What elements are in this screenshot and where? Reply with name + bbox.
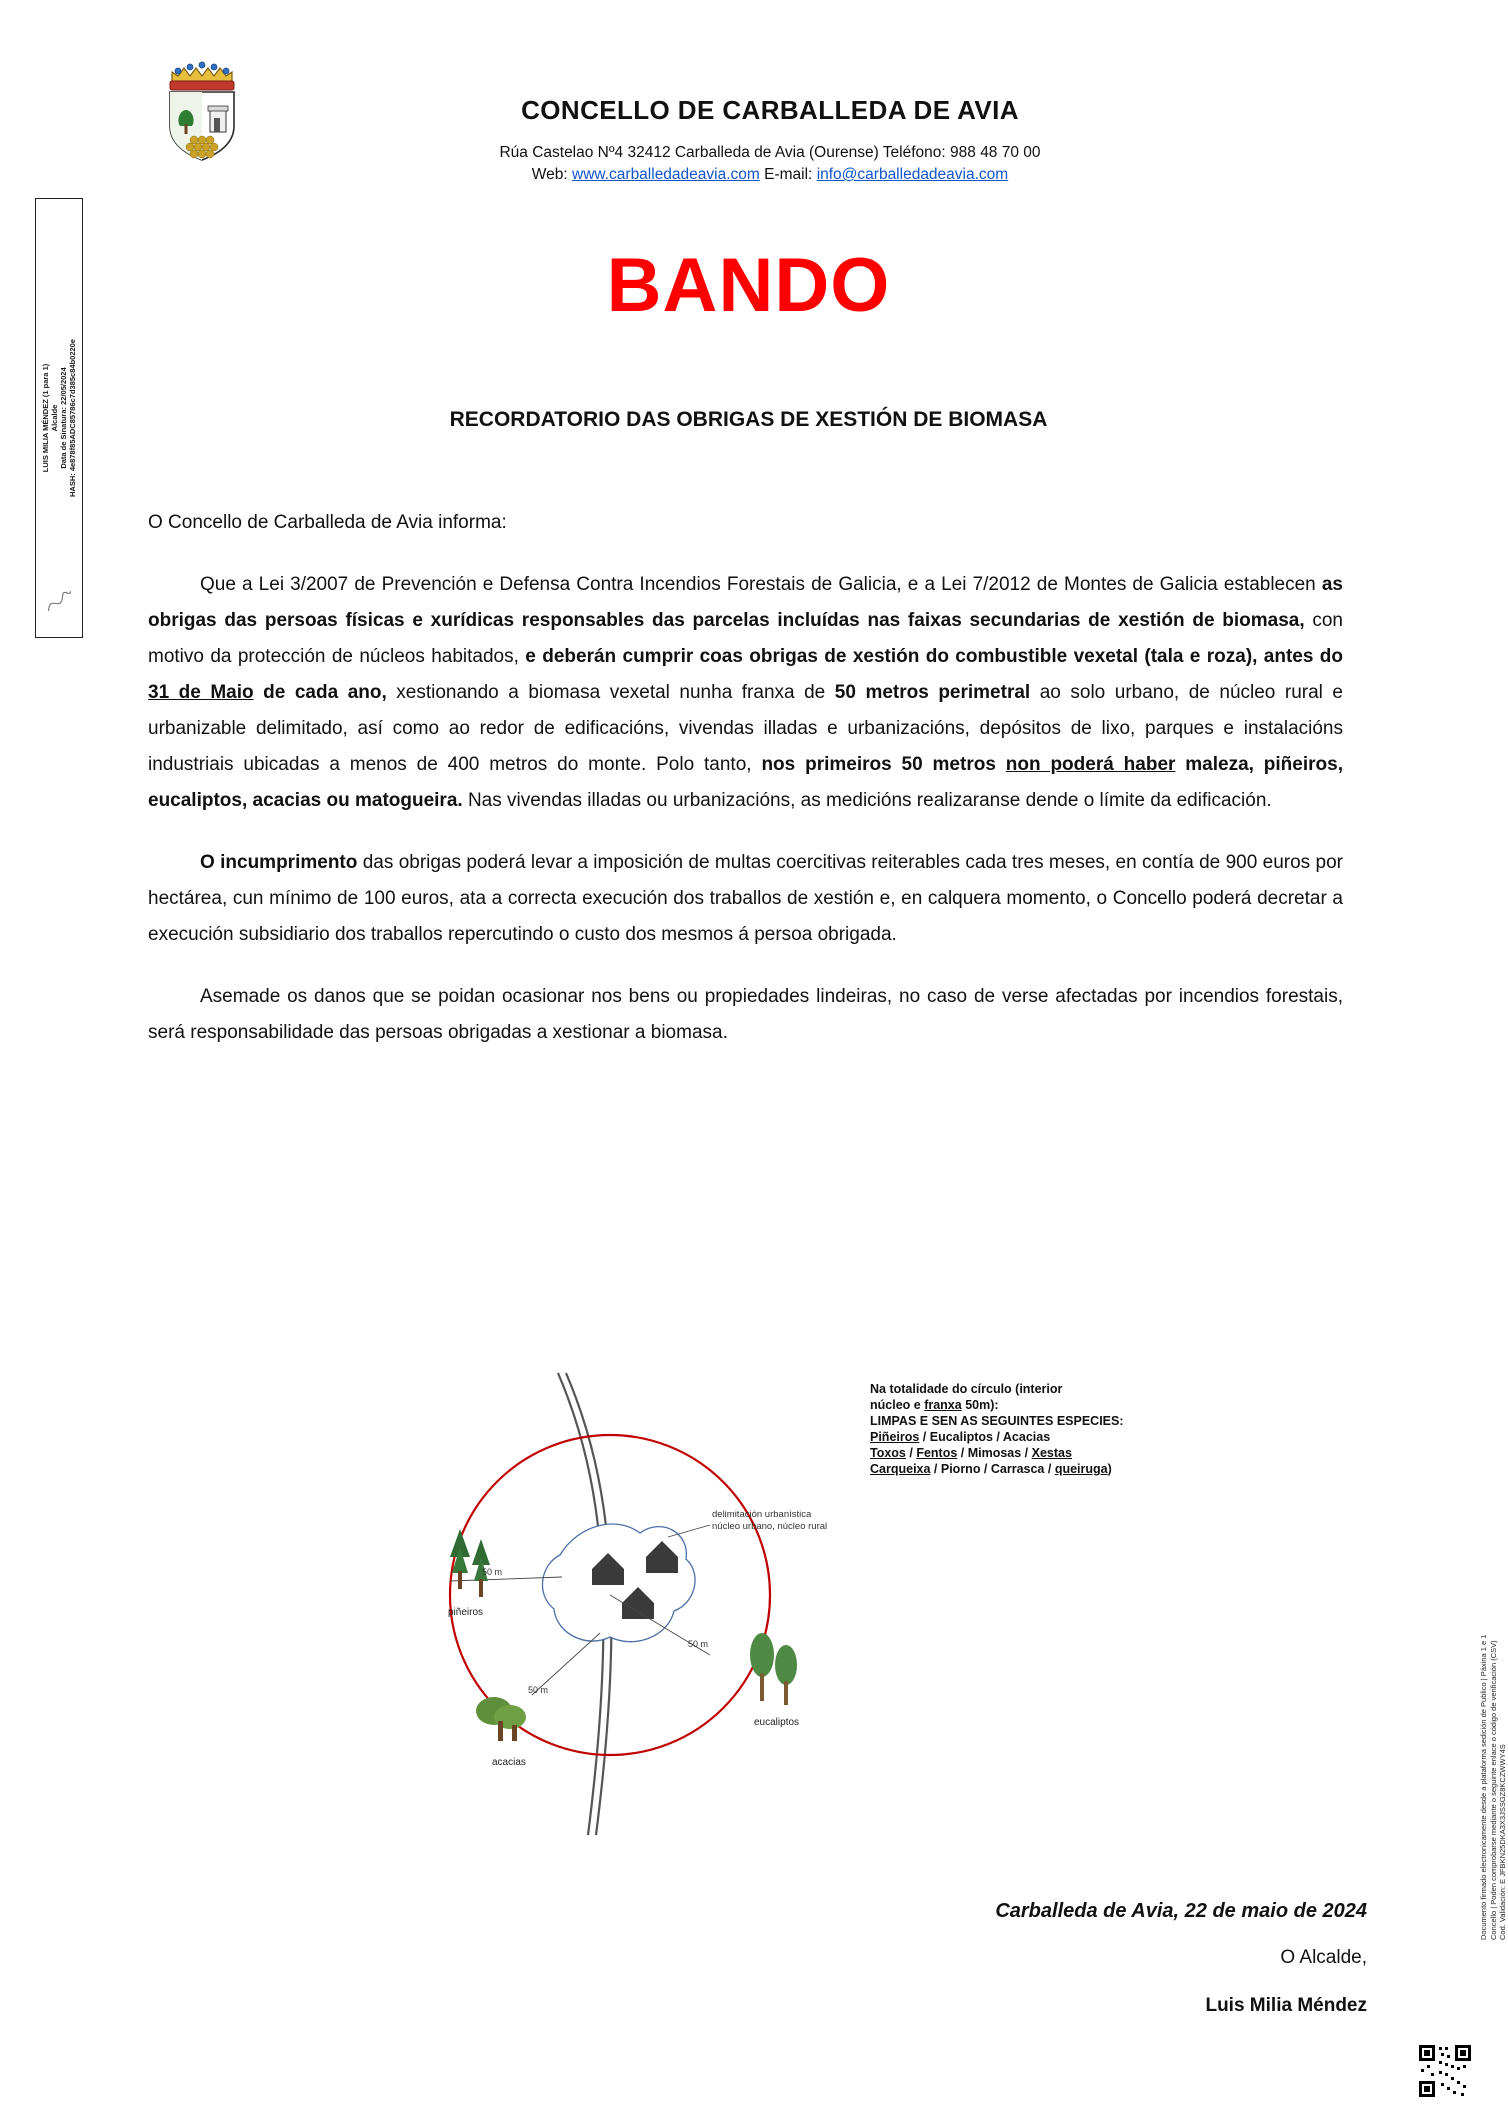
biomass-diagram xyxy=(410,1365,1260,1845)
qr-code-icon xyxy=(1417,2043,1473,2099)
legend-line-5: Toxos / Fentos / Mimosas / Xestas xyxy=(870,1446,1072,1460)
csv-line-1: Documento firmado electronicamente desde a plataforma sedición de Publico | Páxina 1 e 1 xyxy=(1479,1634,1488,1940)
svg-text:piñeiros: piñeiros xyxy=(448,1607,484,1618)
legend-line-4: Piñeiros / Eucaliptos / Acacias xyxy=(870,1430,1051,1444)
web-label: Web: xyxy=(531,166,568,183)
handwritten-signature-mark xyxy=(37,578,82,623)
legend-line-1: Na totalidade do círculo (interior xyxy=(870,1382,1063,1396)
csv-line-3: Cod. Validación: E JFBKN25DKA3X3JSSGZ8KCZWWY4S xyxy=(1498,1744,1507,1940)
email-label: E-mail: xyxy=(764,166,813,183)
svg-text:50 m: 50 m xyxy=(688,1639,709,1649)
csv-line-2: Concello | Poden comprobarse mediante o seguinte enlace o código de verificación (CSV) xyxy=(1488,1640,1498,1940)
page-title: CONCELLO DE CARBALLEDA DE AVIA xyxy=(521,95,1019,125)
paragraph-2: O incumprimento das obrigas poderá levar a imposición de multas coercitivas reiterables cada tres meses, en contía de 900 euros por hectárea, cun mínimo de 100 euros, ata a correcta execución dos traballos de xestión e, en calquera momento, o Concello poderá decretar a execución subsidiario dos traballos repercutindo o custo dos mesmos á persoa obrigada. xyxy=(148,852,1343,945)
svg-text:núcleo urbano, núcleo rural: núcleo urbano, núcleo rural xyxy=(712,1521,828,1532)
place-date: Carballeda de Avia, 22 de maio de 2024 xyxy=(995,1900,1367,1922)
svg-text:50 m: 50 m xyxy=(528,1685,549,1695)
legend-line-2: núcleo e franxa 50m): xyxy=(870,1398,999,1412)
svg-text:eucaliptos: eucaliptos xyxy=(754,1717,800,1728)
intro-paragraph: O Concello de Carballeda de Avia informa: xyxy=(148,512,507,533)
document-header xyxy=(300,95,1240,188)
email-link[interactable]: info@carballedadeavia.com xyxy=(816,166,1009,183)
stamp-line-1: LUIS MILIA MÉNDEZ (1 para 1) xyxy=(41,363,50,473)
paragraph-3: Asemade os danos que se poidan ocasionar nos bens ou propiedades lindeiras, no caso de verse afectadas por incendios forestais, será responsabilidade das persoas obrigadas a xestionar a biomasa. xyxy=(148,986,1343,1043)
paragraph-1: Que a Lei 3/2007 de Prevención e Defensa Contra Incendios Forestais de Galicia, e a Lei 7/2012 de Montes de Galicia establecen as obrigas das persoas físicas e xurídicas responsables das parcelas incluídas nas faixas secundarias de xestión de biomasa, con motivo da protección de núcleos habitados, e deberán cumprir coas obrigas de xestión do combustible vexetal (tala e roza), antes do 31 de Maio de cada ano, xestionando a biomasa vexetal nunha franxa de 50 metros perimetral ao solo urbano, de núcleo rural e urbanizable delimitado, así como ao redor de edificacións, vivendas illadas e urbanizacións, depósitos de lixo, parques e instalacións industriais ubicadas a menos de 400 metros do monte. Polo tanto, nos primeiros 50 metros non poderá haber maleza, piñeiros, eucaliptos, acacias ou matogueira. Nas vivendas illadas ou urbanizacións, as medicións realizaranse dende o límite da edificación. xyxy=(148,574,1344,811)
bando-banner: BANDO xyxy=(606,243,891,328)
coat-of-arms-icon xyxy=(150,48,254,176)
signer-role: O Alcalde, xyxy=(1280,1947,1367,1968)
document-body xyxy=(148,505,1343,1077)
svg-text:50 m: 50 m xyxy=(482,1567,503,1577)
signer-name: Luis Milia Méndez xyxy=(1205,1995,1367,2016)
legend-line-6: Carqueixa / Piorno / Carrasca / queiruga) xyxy=(870,1462,1112,1476)
stamp-line-2: Alcalde xyxy=(50,404,59,432)
header-address: Rúa Castelao Nº4 32412 Carballeda de Avia (Ourense) Teléfono: 988 48 70 00 xyxy=(499,144,1041,161)
svg-text:acacias: acacias xyxy=(492,1757,526,1768)
legend-line-3: LIMPAS E SEN AS SEGUINTES ESPECIES: xyxy=(870,1414,1124,1428)
stamp-line-3: Data de Sinatura: 22/05/2024 xyxy=(59,367,68,469)
diagram-legend xyxy=(870,1381,1250,1477)
website-link[interactable]: www.carballedadeavia.com xyxy=(572,166,760,183)
stamp-line-4: HASH: 4e878f85ADC85786c7d385c84b0220e xyxy=(68,338,77,498)
header-contact xyxy=(300,166,1240,184)
csv-validation-text xyxy=(1479,1520,1508,1940)
signature-block xyxy=(807,1900,1367,2017)
svg-text:delimitación urbanística: delimitación urbanística xyxy=(712,1509,812,1520)
document-subtitle: RECORDATORIO DAS OBRIGAS DE XESTIÓN DE BIOMASA xyxy=(449,408,1048,431)
